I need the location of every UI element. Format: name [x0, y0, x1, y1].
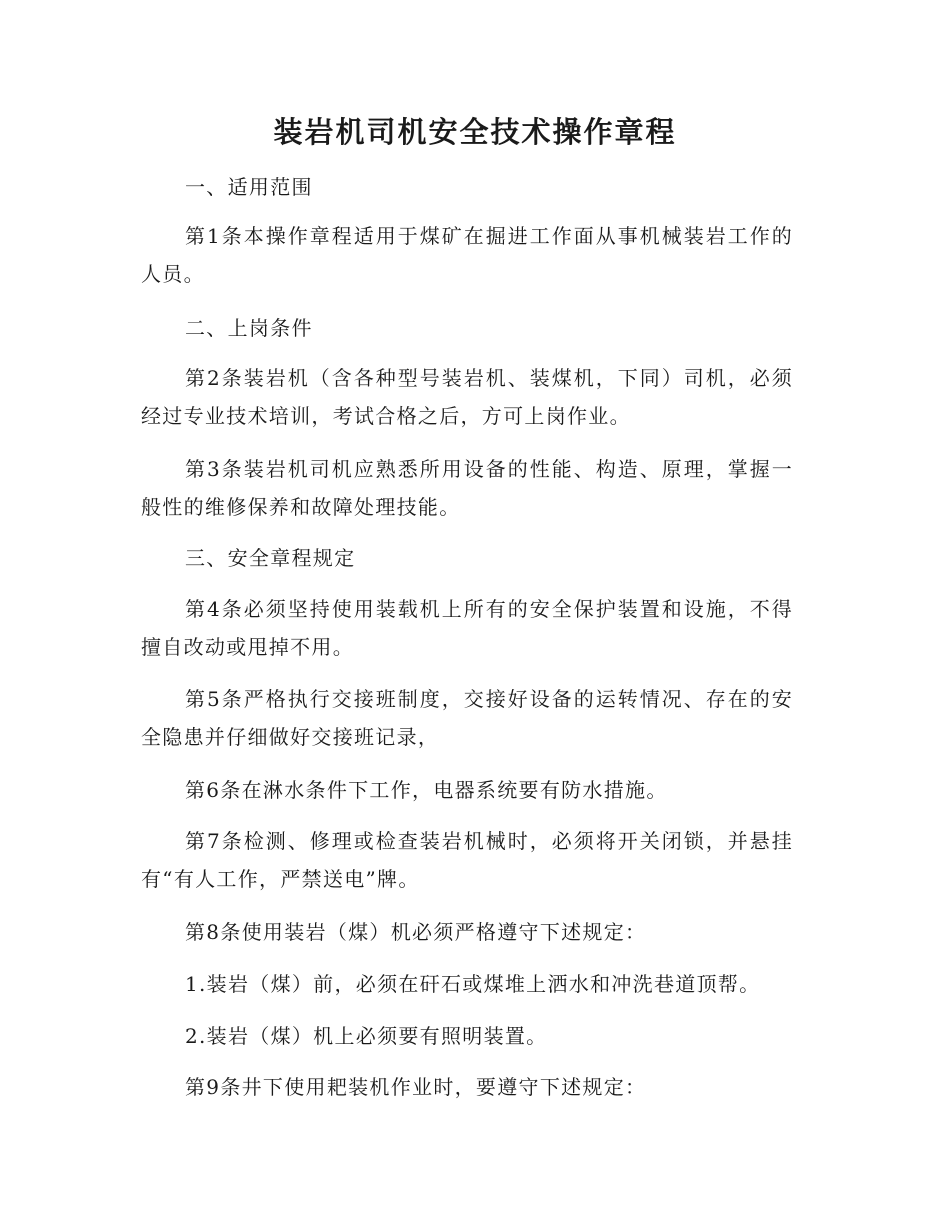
document-title: 装岩机司机安全技术操作章程: [273, 115, 677, 149]
article-5-paragraph: 第5条严格执行交接班制度，交接好设备的运转情况、存在的安全隐患并仔细做好交接班记录，: [141, 687, 793, 749]
article-7-paragraph: 第7条检测、修理或检查装岩机械时，必须将开关闭锁，并悬挂有“有人工作，严禁送电”牌。: [141, 829, 793, 891]
section-heading-scope: 一、适用范围: [185, 175, 313, 199]
article-8-paragraph: 第8条使用装岩（煤）机必须严格遵守下述规定：: [185, 920, 647, 944]
section-heading-safety-rules: 三、安全章程规定: [185, 546, 356, 570]
article-2-paragraph: 第2条装岩机（含各种型号装岩机、装煤机，下同）司机，必须经过专业技术培训，考试合格之后，方可上岗作业。: [141, 366, 793, 428]
article-8-item-1: 1.装岩（煤）前，必须在矸石或煤堆上洒水和冲洗巷道顶帮。: [185, 972, 761, 996]
article-1-paragraph: 第1条本操作章程适用于煤矿在掘进工作面从事机械装岩工作的人员。: [141, 224, 793, 286]
article-4-paragraph: 第4条必须坚持使用装载机上所有的安全保护装置和设施，不得擅自改动或甩掉不用。: [141, 597, 793, 659]
article-3-paragraph: 第3条装岩机司机应熟悉所用设备的性能、构造、原理，掌握一般性的维修保养和故障处理技能。: [141, 457, 793, 519]
section-heading-conditions: 二、上岗条件: [185, 316, 313, 340]
article-6-paragraph: 第6条在淋水条件下工作，电器系统要有防水措施。: [185, 778, 668, 802]
article-8-item-2: 2.装岩（煤）机上必须要有照明装置。: [185, 1024, 548, 1048]
article-9-paragraph: 第9条井下使用耙装机作业时，要遵守下述规定：: [185, 1075, 647, 1099]
